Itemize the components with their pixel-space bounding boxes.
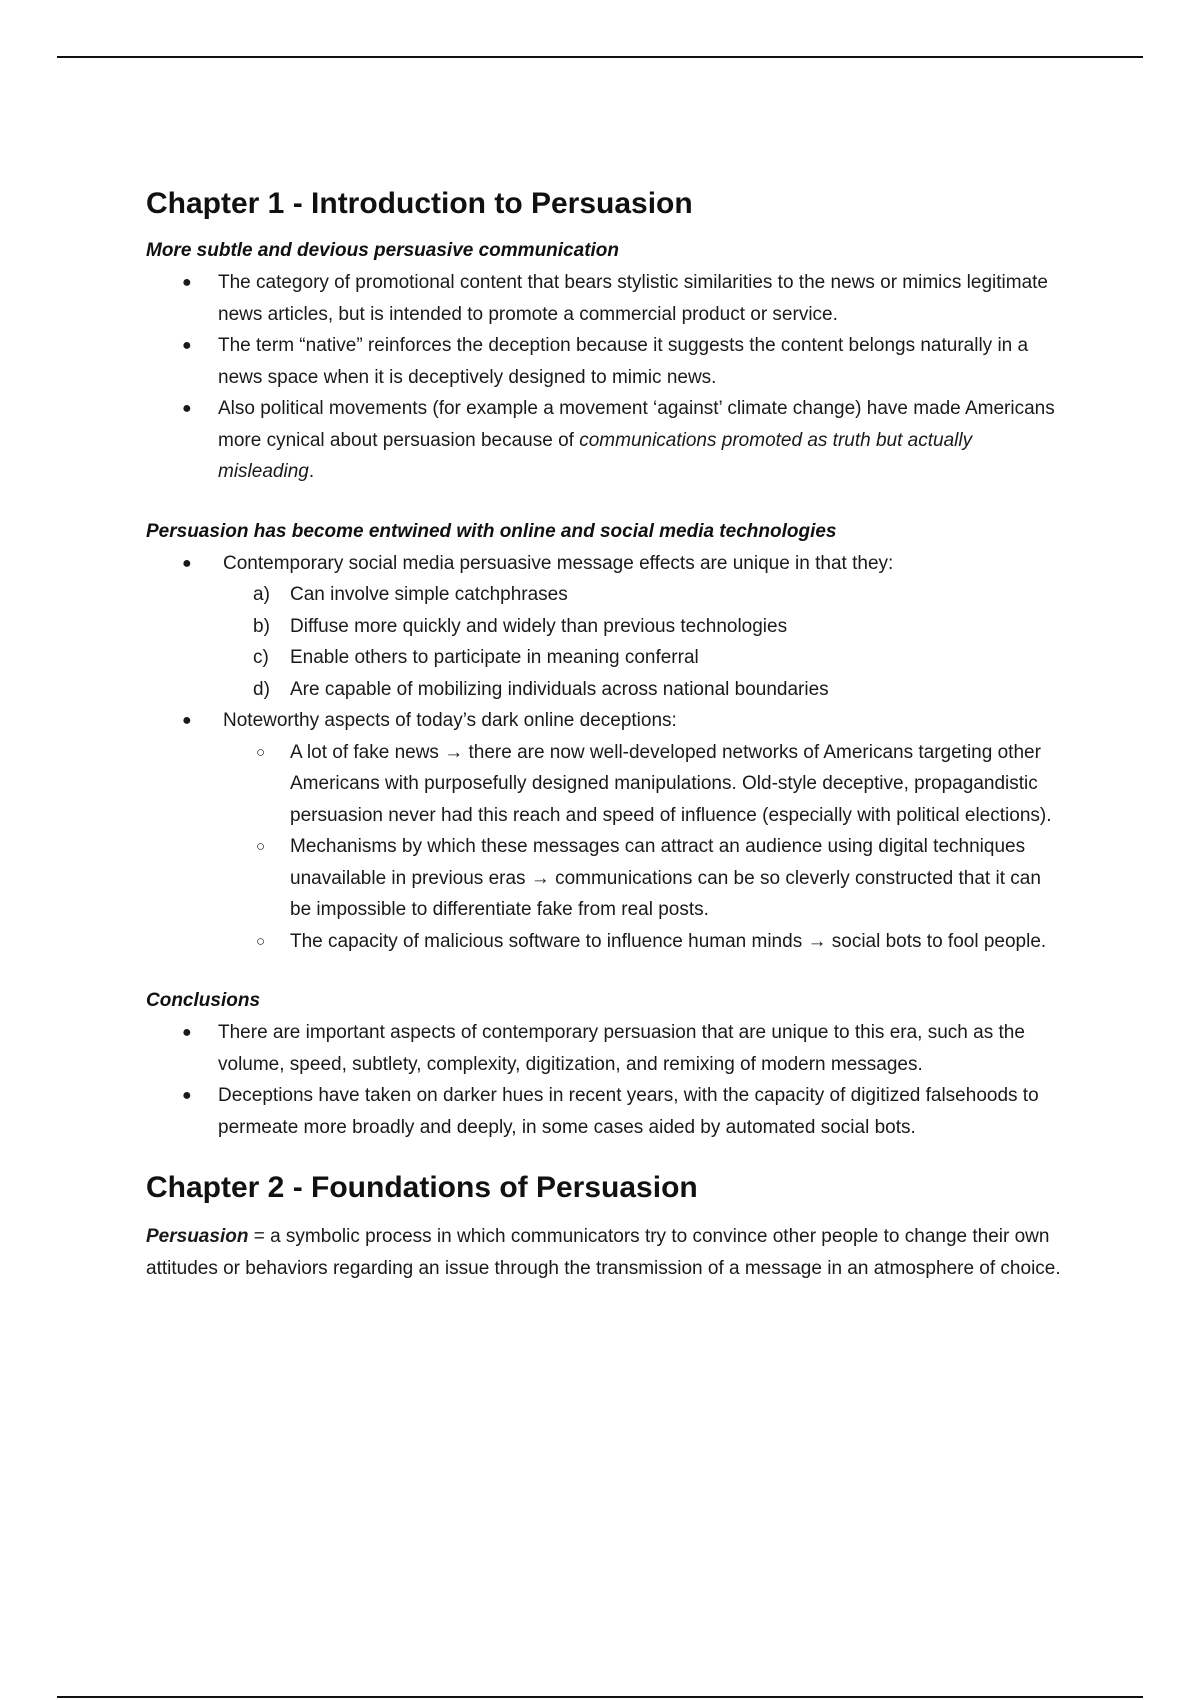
header-rule	[57, 56, 1143, 58]
section-heading-online-persuasion: Persuasion has become entwined with online and social media technologies	[146, 520, 837, 542]
section-heading-conclusions: Conclusions	[146, 990, 261, 1011]
list-item: ● Noteworthy aspects of today’s dark online deceptions: ○ A lot of fake news → there are now well-developed networks of Americans targeting other Americans with purposefully designed manipulations. Old-style deceptive, propagandistic persuasion never had this reach and speed of influence (especially with political elections). ○ Mechanisms by which these messages can attract an audience using digital techniques unavailable in previous eras → communications can be so cleverly constructed that it can be impossible to differentiate fake from real posts. ○ The capacity of malicious software to influence human minds → social bots to fool people.	[146, 705, 1066, 957]
list-item: a) Can involve simple catchphrases	[253, 584, 568, 605]
section-heading-subtle-persuasion: More subtle and devious persuasive communication	[146, 240, 620, 261]
defined-term: Persuasion	[146, 1226, 249, 1247]
bullet-icon: ●	[182, 712, 192, 729]
chapter-2-title: Chapter 2 - Foundations of Persuasion	[146, 1171, 698, 1204]
bullet-list	[146, 548, 1066, 958]
list-item: ● Deceptions have taken on darker hues in recent years, with the capacity of digitized falsehoods to permeate more broadly and deeply, in some cases aided by automated social bots.	[146, 1080, 1066, 1143]
list-item: ○ A lot of fake news → there are now well-developed networks of Americans targeting other Americans with purposefully designed manipulations. Old-style deceptive, propagandistic persuasion never had this reach and speed of influence (especially with political elections).	[223, 737, 1066, 832]
bullet-icon: ●	[182, 1087, 192, 1104]
bullet-icon: ●	[182, 1024, 192, 1041]
list-item: d) Are capable of mobilizing individuals across national boundaries	[253, 678, 829, 700]
chapter-1-title: Chapter 1 - Introduction to Persuasion	[146, 187, 693, 220]
list-item: ● Also political movements (for example a movement ‘against’ climate change) have made Americans more cynical about persuasion because of communications promoted as truth but actually misleading.	[146, 393, 1066, 488]
list-item: ● Contemporary social media persuasive message effects are unique in that they: a) Can involve simple catchphrases b) Diffuse more quickly and widely than previous technologies c) Enable others to participate in meaning conferral d) Are capable of mobilizing individuals across national boundaries	[146, 548, 1066, 706]
list-item: ● The term “native” reinforces the deception because it suggests the content belongs naturally in a news space when it is deceptively designed to mimic news.	[146, 330, 1066, 393]
bullet-icon: ●	[182, 554, 192, 572]
list-item: b) Diffuse more quickly and widely than previous technologies	[253, 615, 788, 637]
list-item: ○ The capacity of malicious software to influence human minds → social bots to fool people.	[223, 926, 1066, 958]
document-body	[146, 185, 1066, 1285]
bullet-icon: ●	[182, 274, 192, 291]
sub-bullet-list	[223, 737, 1066, 958]
definition-paragraph: Persuasion = a symbolic process in which communicators try to convince other people to change their own attitudes or behaviors regarding an issue through the transmission of a message in an atmosphere of choice.	[146, 1226, 1061, 1279]
circle-bullet-icon: ○	[256, 838, 266, 855]
footer-rule	[57, 1696, 1143, 1698]
list-item: ● There are important aspects of contemporary persuasion that are unique to this era, such as the volume, speed, subtlety, complexity, digitization, and remixing of modern messages.	[146, 1017, 1066, 1080]
emphasis-text: communications promoted as truth but actually misleading	[218, 429, 973, 482]
list-item: ● The category of promotional content that bears stylistic similarities to the news or mimics legitimate news articles, but is intended to promote a commercial product or service.	[146, 267, 1066, 330]
lettered-list	[223, 579, 1066, 705]
list-item: c) Enable others to participate in meaning conferral	[253, 647, 699, 668]
circle-bullet-icon: ○	[256, 932, 266, 950]
circle-bullet-icon: ○	[256, 743, 266, 761]
bullet-list	[146, 267, 1066, 488]
list-item: ○ Mechanisms by which these messages can attract an audience using digital techniques unavailable in previous eras → communications can be so cleverly constructed that it can be impossible to differentiate fake from real posts.	[223, 831, 1066, 926]
bullet-icon: ●	[182, 337, 192, 354]
bullet-list	[146, 1017, 1066, 1143]
bullet-icon: ●	[182, 400, 192, 417]
